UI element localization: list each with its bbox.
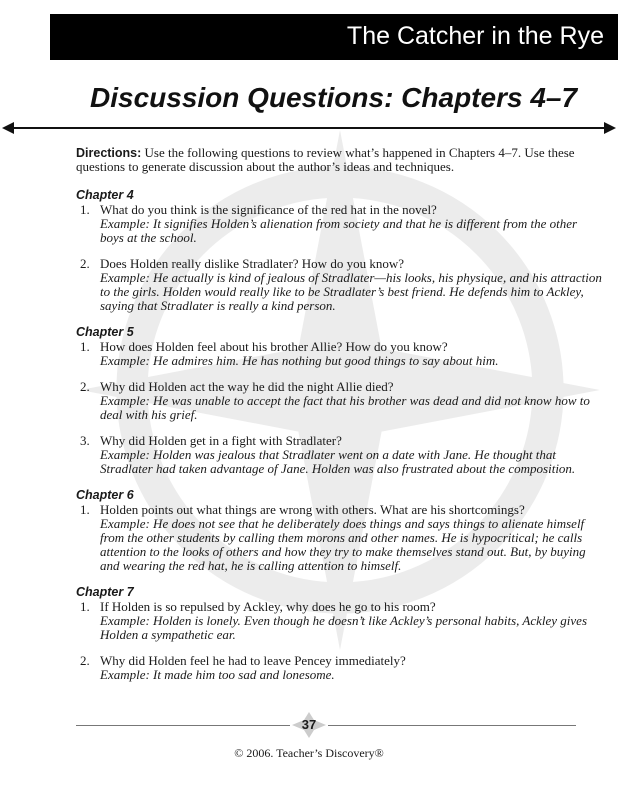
book-title: The Catcher in the Rye: [346, 22, 604, 50]
directions-label: Directions:: [76, 146, 142, 160]
footer-divider-right: [328, 725, 576, 726]
question-text: Why did Holden get in a fight with Stradlater?: [100, 433, 342, 448]
chapters-list: [76, 188, 602, 682]
questions-content: [76, 146, 602, 682]
question-text: If Holden is so repulsed by Ackley, why does he go to his room?: [100, 599, 436, 614]
chapter-heading: Chapter 6: [76, 488, 134, 502]
question-text: Holden points out what things are wrong with others. What are his shortcomings?: [100, 502, 525, 517]
question-text: What do you think is the significance of the red hat in the novel?: [100, 202, 437, 217]
question-text: Why did Holden act the way he did the night Allie died?: [100, 379, 394, 394]
question-text: Why did Holden feel he had to leave Pencey immediately?: [100, 653, 406, 668]
question-number: 1.: [80, 339, 90, 354]
question-number: 1.: [80, 502, 90, 517]
question-number: 3.: [80, 433, 90, 448]
example-answer: Example: He was unable to accept the fact that his brother was dead and did not know how to deal with his grief.: [100, 393, 590, 422]
chapter-heading: Chapter 4: [76, 188, 134, 202]
question-number: 2.: [80, 256, 90, 271]
chapter-section: [76, 188, 602, 313]
question-number: 2.: [80, 653, 90, 668]
question-number: 1.: [80, 599, 90, 614]
question-item: [76, 257, 602, 313]
question-item: [76, 434, 602, 476]
footer-divider-left: [76, 725, 290, 726]
question-number: 2.: [80, 379, 90, 394]
question-text: Does Holden really dislike Stradlater? How do you know?: [100, 256, 404, 271]
chapter-section: [76, 488, 602, 573]
page-title: Discussion Questions: Chapters 4–7: [90, 82, 578, 113]
example-answer: Example: Holden is lonely. Even though he doesn’t like Ackley’s personal habits, Ackley gives Holden a sympathetic ear.: [100, 613, 588, 642]
chapter-heading: Chapter 5: [76, 325, 134, 339]
page-number: 37: [301, 717, 317, 732]
directions-text: Use the following questions to review what’s happened in Chapters 4–7. Use these questions to generate discussion about the author’s ideas and techniques.: [76, 145, 575, 174]
question-item: [76, 203, 602, 245]
example-answer: Example: He actually is kind of jealous of Stradlater—his looks, his physique, and his attraction to the girls. Holden would really like to be Stradlater’s best friend. He defends him to Ackley, saying that Stradlater is really a kind person.: [100, 270, 602, 313]
chapter-heading: Chapter 7: [76, 585, 134, 599]
chapter-section: [76, 585, 602, 682]
example-answer: Example: It signifies Holden’s alienation from society and that he is different from the other boys at the school.: [100, 216, 578, 245]
question-item: [76, 380, 602, 422]
question-item: [76, 503, 602, 573]
page-number-badge: [292, 712, 326, 738]
question-item: [76, 654, 602, 682]
question-number: 1.: [80, 202, 90, 217]
question-text: How does Holden feel about his brother Allie? How do you know?: [100, 339, 448, 354]
example-answer: Example: Holden was jealous that Stradlater went on a date with Jane. He thought that Stradlater had taken advantage of Jane. Holden was also frustrated about the composition.: [100, 447, 576, 476]
directions: [76, 146, 602, 174]
question-item: [76, 340, 602, 368]
example-answer: Example: He does not see that he deliberately does things and says things to alienate himself from the other students by calling them morons and other names. He is hypocritical; he calls attention to the looks of others and how they try to make themselves stand out. But, by buying and wearing the red hat, he is calling attention to himself.: [100, 516, 586, 573]
question-item: [76, 600, 602, 642]
page-footer: [0, 712, 618, 772]
copyright: © 2006. Teacher’s Discovery®: [234, 746, 384, 760]
chapter-section: [76, 325, 602, 476]
example-answer: Example: It made him too sad and lonesome.: [100, 667, 335, 682]
example-answer: Example: He admires him. He has nothing but good things to say about him.: [100, 353, 499, 368]
